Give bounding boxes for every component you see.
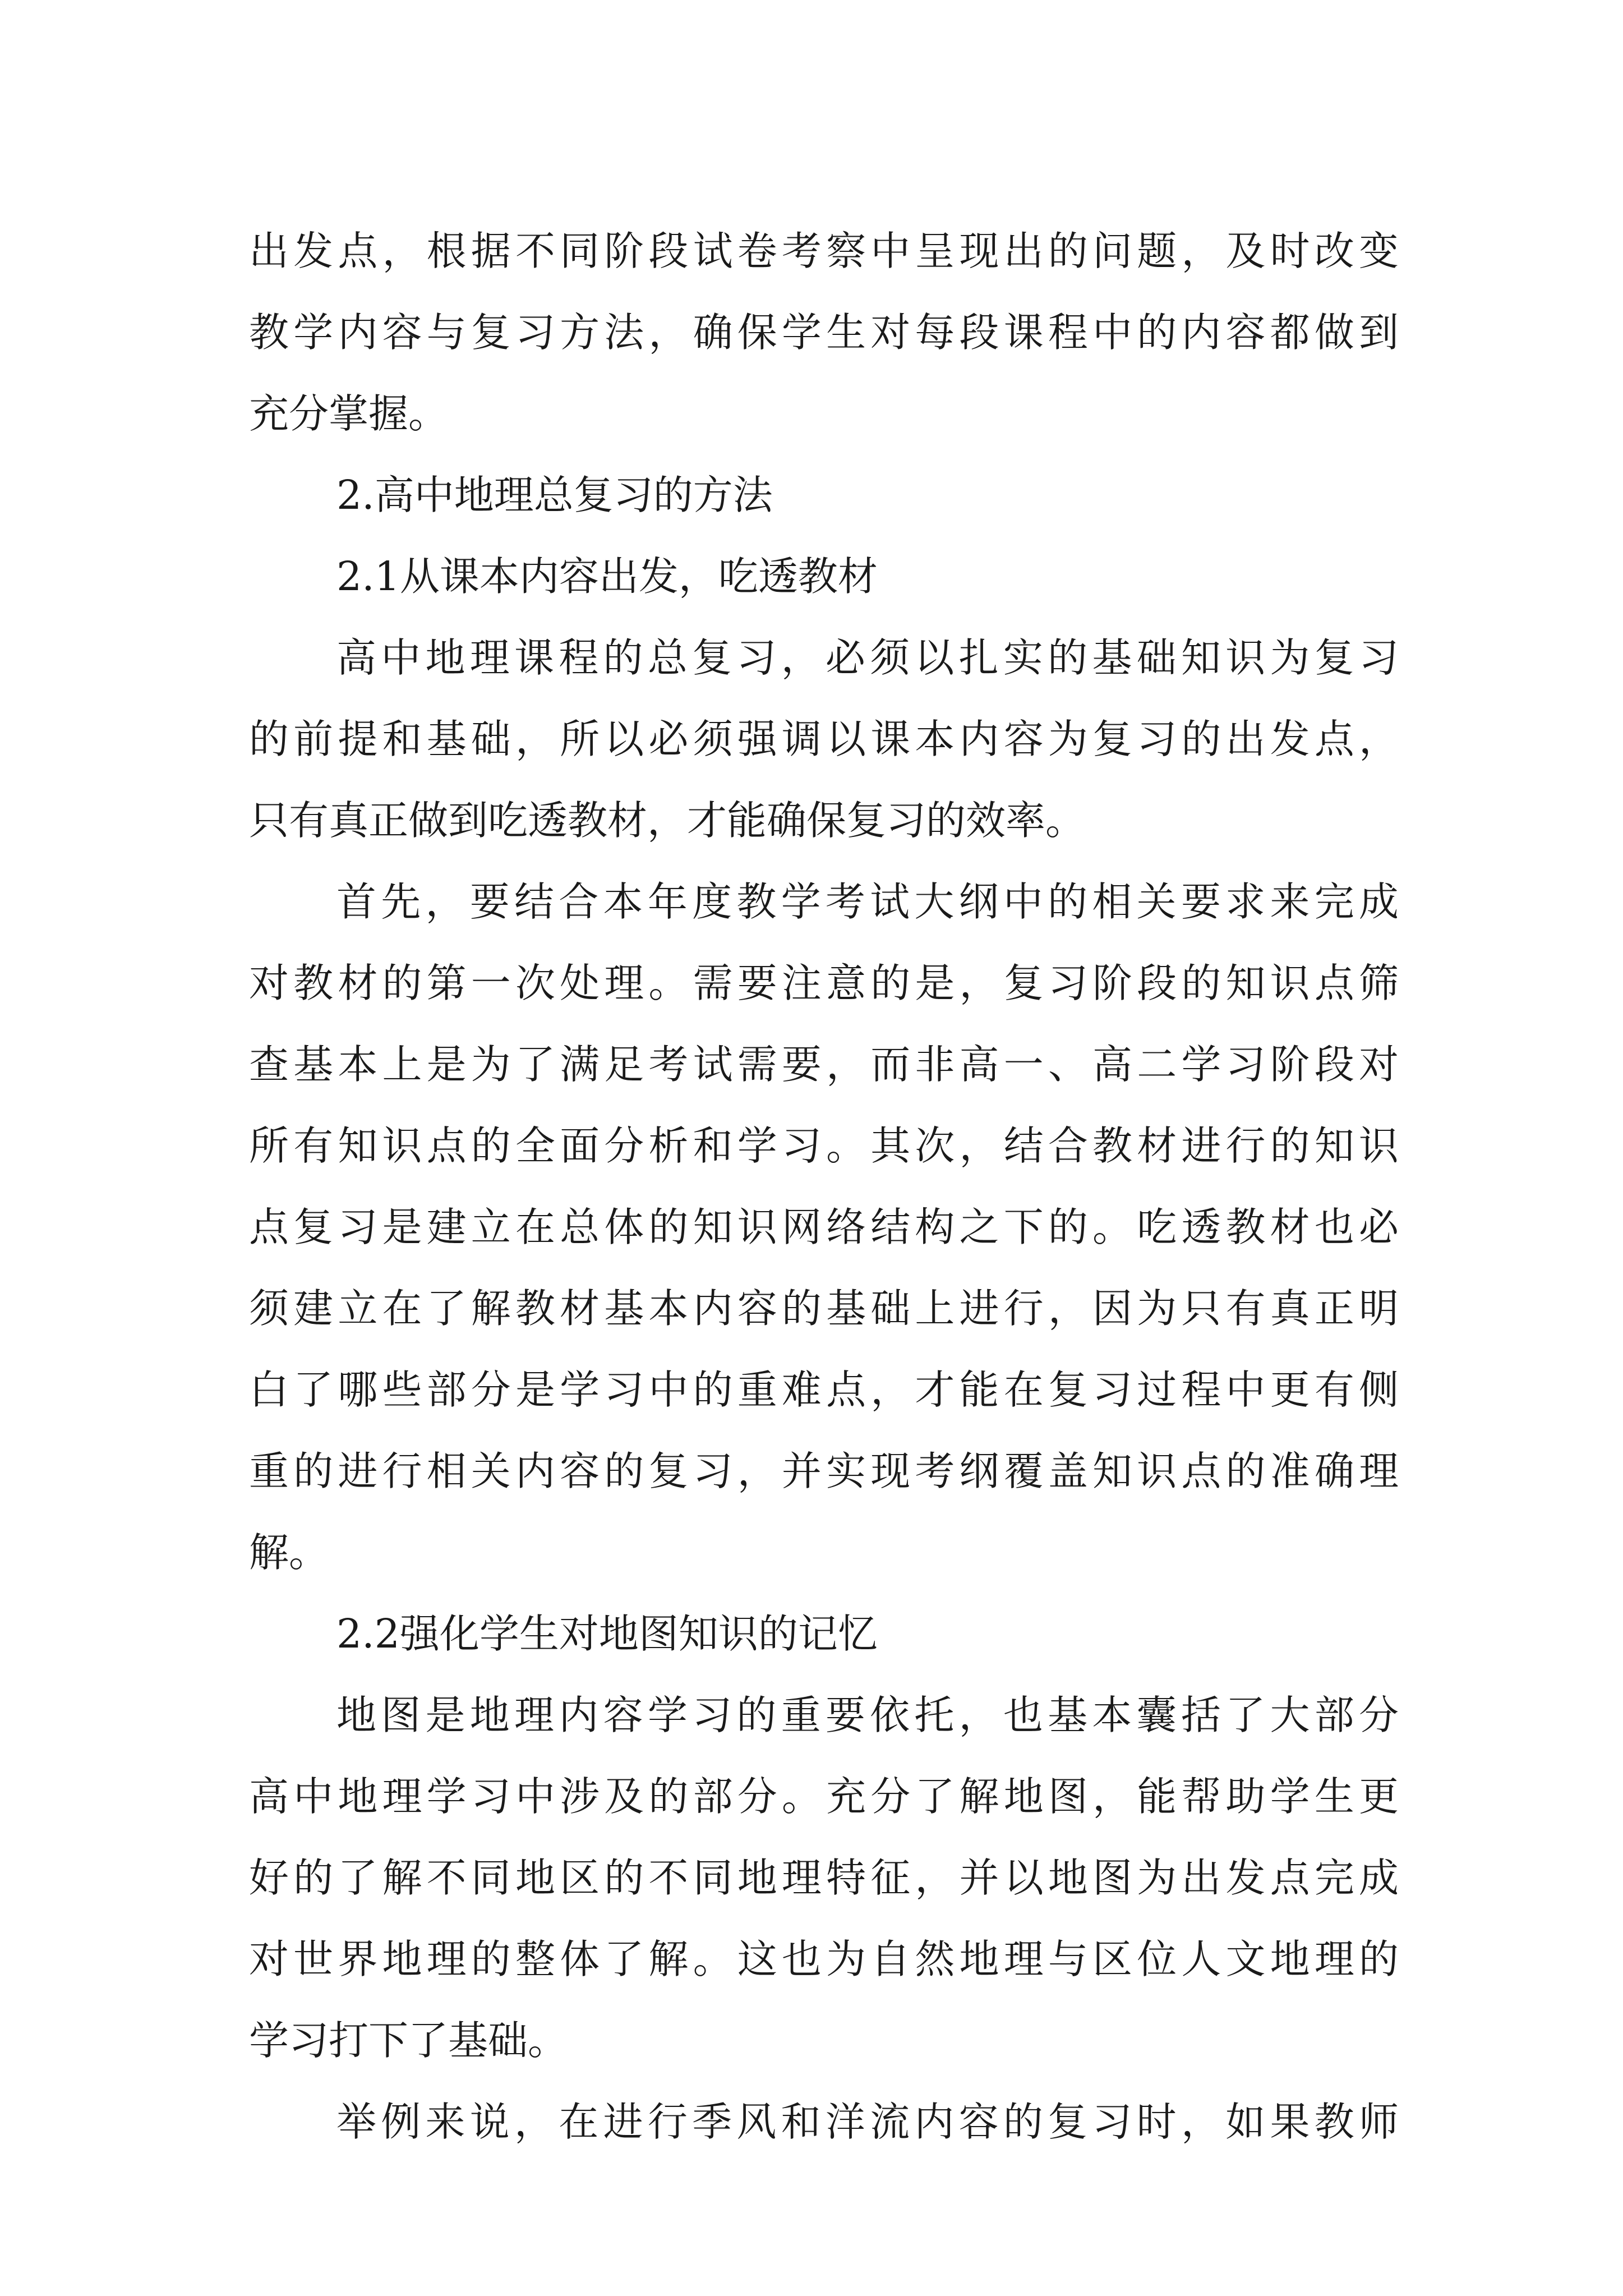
text-line: 重的进行相关内容的复习，并实现考纲覆盖知识点的准确理 bbox=[249, 1448, 1399, 1494]
document-body bbox=[249, 210, 1399, 2162]
text-line: 须建立在了解教材基本内容的基础上进行，因为只有真正明 bbox=[249, 1285, 1399, 1332]
text-line: 首先，要结合本年度教学考试大纲中的相关要求来完成 bbox=[336, 878, 1399, 925]
text-line: 解。 bbox=[249, 1529, 329, 1576]
text-line: 充分掌握。 bbox=[249, 390, 449, 437]
text-line: 所有知识点的全面分析和学习。其次，结合教材进行的知识 bbox=[249, 1122, 1399, 1169]
text-line: 地图是地理内容学习的重要依托，也基本囊括了大部分 bbox=[336, 1692, 1399, 1738]
text-line: 对世界地理的整体了解。这也为自然地理与区位人文地理的 bbox=[249, 1936, 1399, 1982]
text-line: 只有真正做到吃透教材，才能确保复习的效率。 bbox=[249, 797, 1086, 844]
text-line: 举例来说，在进行季风和洋流内容的复习时，如果教师 bbox=[336, 2099, 1399, 2145]
text-line: 2.2强化学生对地图知识的记忆 bbox=[336, 1611, 878, 1657]
text-line: 2.高中地理总复习的方法 bbox=[336, 472, 773, 518]
text-line: 教学内容与复习方法，确保学生对每段课程中的内容都做到 bbox=[249, 309, 1399, 356]
text-line: 好的了解不同地区的不同地理特征，并以地图为出发点完成 bbox=[249, 1855, 1399, 1901]
text-line: 白了哪些部分是学习中的重难点，才能在复习过程中更有侧 bbox=[249, 1366, 1399, 1413]
text-line: 出发点，根据不同阶段试卷考察中呈现出的问题，及时改变 bbox=[249, 228, 1399, 274]
text-line: 对教材的第一次处理。需要注意的是，复习阶段的知识点筛 bbox=[249, 960, 1399, 1006]
text-line: 学习打下了基础。 bbox=[249, 2017, 568, 2064]
text-line: 高中地理课程的总复习，必须以扎实的基础知识为复习 bbox=[336, 634, 1399, 681]
text-line: 2.1从课本内容出发，吃透教材 bbox=[336, 553, 878, 600]
text-line: 高中地理学习中涉及的部分。充分了解地图，能帮助学生更 bbox=[249, 1773, 1399, 1820]
text-line: 点复习是建立在总体的知识网络结构之下的。吃透教材也必 bbox=[249, 1204, 1399, 1250]
text-line: 查基本上是为了满足考试需要，而非高一、高二学习阶段对 bbox=[249, 1041, 1399, 1088]
text-line: 的前提和基础，所以必须强调以课本内容为复习的出发点， bbox=[249, 716, 1399, 762]
